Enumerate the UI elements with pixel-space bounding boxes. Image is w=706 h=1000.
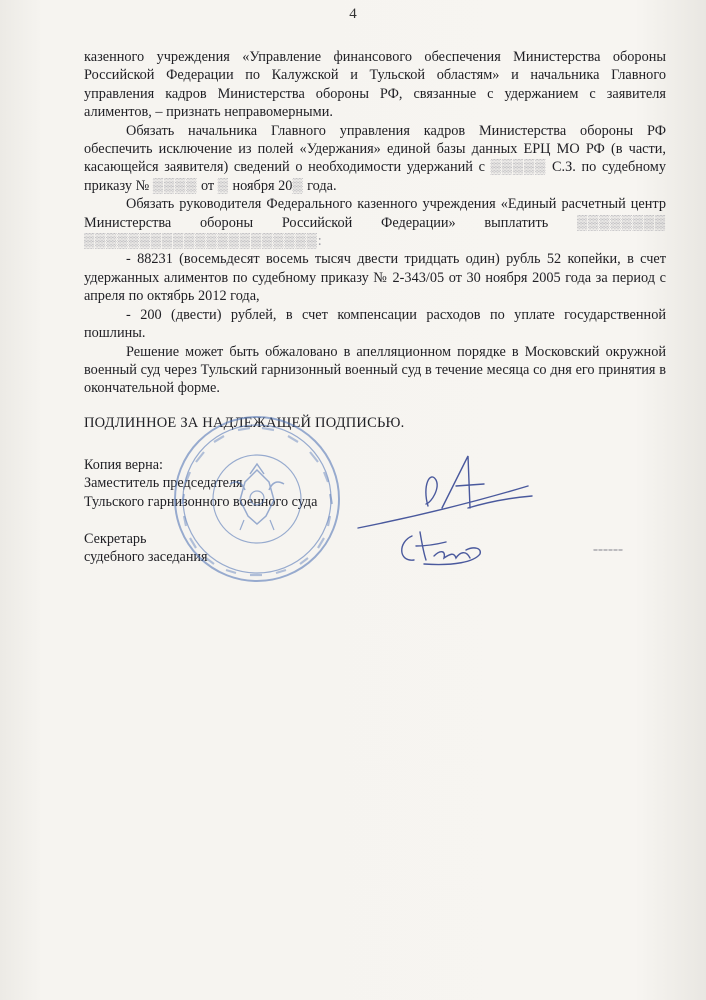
- court-session-label: судебного заседания: [84, 549, 208, 566]
- paragraph-oblige-payment-text: Обязать руководителя Федерального казенного учреждения «Единый расчетный центр Министерства обороны Российской Федерации» выплатить: [84, 196, 666, 231]
- order-month: ноября 20: [232, 177, 293, 194]
- order-from: от: [200, 177, 215, 194]
- page-number: 4: [349, 6, 357, 22]
- copy-verified-label: Копия верна:: [84, 457, 163, 473]
- secretary-label: Секретарь: [84, 531, 147, 547]
- redacted-day: ▒: [217, 177, 229, 194]
- paragraph-appeal: Решение может быть обжаловано в апелляционном порядке в Московский окружной военный суд через Тульский гарнизонный военный суд в течение месяца со дня его принятия в окончательной форме.: [84, 343, 666, 397]
- document-body: [84, 48, 666, 398]
- paragraph-oblige-personnel: [84, 122, 666, 196]
- deputy-chairman-title: Заместитель председателя: [84, 475, 243, 492]
- redacted-name: ▒▒▒▒▒: [490, 159, 547, 176]
- order-year-suffix: года.: [307, 177, 337, 194]
- order-reference: С.З. по судебному приказу №: [84, 159, 666, 194]
- paragraph-continuation: казенного учреждения «Управление финансового обеспечения Министерства обороны Российской Федерации по Калужской и Тульской областям» и начальника Главного управления кадров Министерства обороны РФ, связанные с удержанием с заявителя алиментов, – признать неправомерными.: [84, 49, 666, 121]
- redacted-recipient: ▒▒▒▒▒▒▒▒ ▒▒▒▒▒▒▒▒▒▒▒▒▒▒▒▒▒▒▒▒▒:: [84, 214, 666, 250]
- authentic-note: ПОДЛИННОЕ ЗА НАДЛЕЖАЩЕЙ ПОДПИСЬЮ.: [84, 415, 405, 431]
- redacted-order-number: ▒▒▒▒: [152, 177, 198, 194]
- redacted-year: ▒: [292, 177, 304, 194]
- paragraph-oblige-personnel-text: Обязать начальника Главного управления кадров Министерства обороны РФ обеспечить исключение из полей «Удержания» единой базы данных ЕРЦ МО РФ (в части, касающейся заявителя) сведений о необходимости удержаний с: [84, 122, 666, 176]
- paragraph-amount-alimony: - 88231 (восемьдесят восемь тысяч двести тридцать один) рубль 52 копейки, в счет удержанных алиментов по судебному приказу № 2-343/05 от 30 ноября 2005 года за период с апреля по октябрь 2012 года,: [84, 251, 666, 305]
- paragraph-oblige-payment: [84, 195, 666, 250]
- secretary-signature: [394, 520, 634, 580]
- paragraph-amount-duty: - 200 (двести) рублей, в счет компенсации расходов по уплате государственной пошлины.: [84, 306, 666, 342]
- court-name: Тульского гарнизонного военного суда: [84, 493, 318, 510]
